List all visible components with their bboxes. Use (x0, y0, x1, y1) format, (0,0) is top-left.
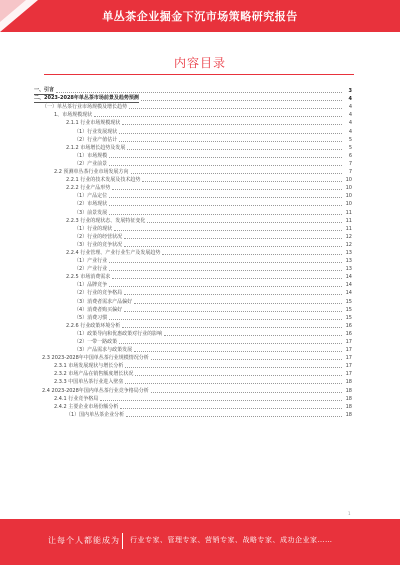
toc-entry-text: （3）前景发展 (74, 209, 108, 216)
toc-entry-text: （1）政策导向和优惠政策对行业的影响 (74, 330, 163, 337)
toc-entry-text: 2.4 2023-2028年国内单丛茶行业竞争格局分析 (42, 387, 149, 394)
toc-leader-dots (109, 262, 342, 263)
toc-entry-text: 1、市场规模现状 (54, 112, 93, 119)
toc-entry-text: （2）市场现状 (74, 201, 108, 208)
table-of-contents (34, 87, 352, 419)
toc-entry-page: 17 (345, 347, 352, 354)
toc-entry[interactable] (34, 395, 352, 403)
toc-entry-text: （2）行业的经营状况 (74, 233, 123, 240)
toc-entry-page: 14 (345, 282, 352, 289)
toc-entry[interactable] (34, 200, 352, 208)
toc-entry[interactable] (34, 95, 352, 103)
toc-entry[interactable] (34, 233, 352, 241)
toc-leader-dots (151, 392, 342, 393)
toc-entry[interactable] (34, 378, 352, 386)
toc-entry-page: 13 (345, 266, 352, 273)
toc-entry-page: 14 (345, 290, 352, 297)
toc-entry[interactable] (34, 87, 352, 95)
toc-entry-text: （3）消费者需求产品偏好 (74, 298, 133, 305)
toc-entry-page: 10 (345, 185, 352, 192)
toc-leader-dots (100, 400, 342, 401)
toc-leader-dots (109, 270, 342, 271)
toc-entry-text: 2.4.1 行业竞争格局 (54, 395, 99, 402)
toc-entry[interactable] (34, 411, 352, 419)
toc-entry-page: 7 (348, 160, 352, 167)
toc-entry-page: 12 (345, 241, 352, 248)
toc-leader-dots (109, 214, 342, 215)
toc-entry-text: （4）消费者购买偏好 (74, 306, 123, 313)
toc-entry[interactable] (34, 257, 352, 265)
toc-leader-dots (135, 375, 342, 376)
toc-leader-dots (114, 230, 342, 231)
toc-entry-page: 18 (345, 387, 352, 394)
toc-leader-dots (134, 351, 342, 352)
toc-entry-text: （2）行业的竞争格局 (74, 290, 123, 297)
toc-entry-text: 2.2.2 行业产品形势 (66, 185, 111, 192)
toc-entry[interactable] (34, 192, 352, 200)
toc-entry-text: （1）行业发展现状 (74, 128, 118, 135)
toc-entry-page: 13 (345, 258, 352, 265)
toc-entry[interactable] (34, 338, 352, 346)
toc-entry-text: （2）产业行业 (74, 266, 108, 273)
toc-leader-dots (125, 383, 342, 384)
toc-leader-dots (122, 327, 342, 328)
toc-entry[interactable] (34, 330, 352, 338)
toc-leader-dots (94, 116, 342, 117)
toc-entry[interactable] (34, 103, 352, 111)
toc-leader-dots (142, 181, 342, 182)
toc-entry-text: （1）产品定位 (74, 193, 108, 200)
toc-entry-page: 18 (345, 379, 352, 386)
toc-entry-text: 2.1.2 市场增长趋势及发展 (66, 144, 126, 151)
toc-entry-text: 2.4.2 主要企业市场份额分析 (54, 403, 119, 410)
toc-entry[interactable] (34, 160, 352, 168)
toc-entry-text: 2.2.3 行业的现状态、发展特征变化 (66, 217, 146, 224)
toc-entry-page: 5 (348, 136, 352, 143)
toc-entry[interactable] (34, 184, 352, 192)
toc-entry-page: 10 (345, 193, 352, 200)
toc-divider (44, 74, 354, 75)
toc-leader-dots (151, 359, 342, 360)
toc-entry-page: 5 (348, 144, 352, 151)
toc-entry[interactable] (34, 273, 352, 281)
toc-entry-page: 4 (348, 96, 352, 103)
toc-entry-page: 4 (348, 120, 352, 127)
footer-slogan-right: 行业专家、管理专家、营销专家、战略专家、成功企业家…… (130, 536, 333, 544)
toc-entry-text: （1）产业行业 (74, 258, 108, 265)
toc-entry-text: 2.3.2 市场产品在销售额度增长状况 (54, 371, 134, 378)
toc-entry-text: 2.2.4 行业管理、产业行业生产及发展趋势 (66, 249, 161, 256)
toc-entry-page: 17 (345, 339, 352, 345)
toc-entry[interactable] (34, 370, 352, 378)
toc-entry[interactable] (34, 225, 352, 233)
toc-entry-page: 17 (345, 363, 352, 370)
toc-entry-page: 7 (348, 169, 352, 176)
toc-entry-page: 14 (345, 274, 352, 281)
document-title: 单丛茶企业掘金下沉市场策略研究报告 (102, 10, 298, 23)
toc-entry[interactable] (34, 144, 352, 152)
toc-entry[interactable] (34, 208, 352, 216)
footer-divider (122, 533, 123, 549)
toc-entry-text: （1）国内单丛茶企业分析 (66, 411, 125, 418)
toc-entry-page: 6 (348, 152, 352, 159)
toc-entry[interactable] (34, 306, 352, 314)
toc-leader-dots (109, 286, 342, 287)
toc-leader-dots (124, 246, 342, 247)
toc-entry-page: 17 (345, 355, 352, 362)
toc-leader-dots (134, 303, 342, 304)
toc-entry-page: 11 (345, 209, 352, 216)
toc-entry-page: 17 (345, 371, 352, 378)
toc-entry[interactable] (34, 281, 352, 289)
toc-leader-dots (119, 141, 342, 142)
toc-leader-dots (125, 367, 342, 368)
toc-entry[interactable] (34, 362, 352, 370)
toc-entry-text: （一）单丛茶行业市场规模及增长趋势 (42, 104, 128, 111)
toc-leader-dots (56, 92, 342, 93)
toc-leader-dots (119, 343, 342, 344)
toc-entry[interactable] (34, 176, 352, 184)
toc-entry[interactable] (34, 386, 352, 394)
toc-entry-page: 10 (345, 177, 352, 184)
toc-entry-page: 3 (348, 88, 352, 95)
toc-entry[interactable] (34, 111, 352, 119)
toc-entry-page: 18 (345, 395, 352, 402)
toc-entry-text: （1）市场规模 (74, 152, 108, 159)
toc-entry-text: 2.3 2023-2028年中国单丛茶行业规模情况分析 (42, 355, 149, 362)
toc-entry-page: 16 (345, 322, 352, 329)
toc-entry-page: 15 (345, 306, 352, 313)
toc-entry[interactable] (34, 127, 352, 135)
toc-entry-text: （1）品牌竞争 (74, 282, 108, 289)
toc-leader-dots (127, 149, 342, 150)
toc-entry[interactable] (34, 346, 352, 354)
footer-slogan-left: 让每个人都能成为 (48, 536, 120, 545)
toc-entry-text: 2.1.1 行业市场规模现状 (66, 120, 121, 127)
toc-leader-dots (129, 108, 342, 109)
toc-entry-page: 15 (345, 298, 352, 305)
toc-entry-text: （2）一带一路政策 (74, 339, 118, 345)
toc-entry-text: （5）消费习惯 (74, 314, 108, 321)
toc-leader-dots (124, 294, 342, 295)
toc-heading: 内容目录 (173, 56, 226, 70)
toc-entry-text: 2.2 预测单丛茶行业市场发展方向 (54, 169, 129, 176)
toc-entry-text: （3）行业的竞争状况 (74, 241, 123, 248)
toc-entry-page: 10 (345, 201, 352, 208)
toc-entry-text: 2.3.3 中国单丛茶行业进入壁垒 (54, 379, 124, 386)
toc-entry-text: 一、引言 (34, 87, 55, 94)
page-number: 1 (348, 511, 351, 516)
toc-entry-page: 11 (345, 217, 352, 224)
toc-entry[interactable] (34, 289, 352, 297)
toc-entry[interactable] (34, 119, 352, 127)
toc-entry-page: 18 (345, 411, 352, 418)
toc-leader-dots (109, 157, 342, 158)
toc-leader-dots (119, 133, 342, 134)
toc-entry[interactable] (34, 322, 352, 330)
toc-entry-page: 4 (348, 112, 352, 119)
toc-leader-dots (141, 100, 342, 101)
toc-leader-dots (131, 173, 342, 174)
toc-leader-dots (147, 222, 342, 223)
toc-entry-text: （3）产品需求与政策发展 (74, 347, 133, 354)
toc-entry-page: 12 (345, 233, 352, 240)
toc-leader-dots (120, 408, 342, 409)
toc-entry-page: 13 (345, 249, 352, 256)
toc-leader-dots (109, 197, 342, 198)
toc-entry[interactable] (34, 152, 352, 160)
toc-leader-dots (109, 165, 342, 166)
toc-entry[interactable] (34, 354, 352, 362)
toc-entry[interactable] (34, 249, 352, 257)
toc-leader-dots (124, 311, 342, 312)
toc-leader-dots (122, 124, 342, 125)
toc-entry[interactable] (34, 297, 352, 305)
toc-entry[interactable] (34, 265, 352, 273)
toc-entry-text: （2）行业产值估计 (74, 136, 118, 143)
toc-entry-page: 15 (345, 314, 352, 321)
toc-leader-dots (126, 416, 342, 417)
toc-entry[interactable] (34, 241, 352, 249)
toc-entry[interactable] (34, 168, 352, 176)
toc-leader-dots (112, 278, 342, 279)
toc-entry-text: 2.2.1 行业的技术发展及技术趋势 (66, 177, 141, 184)
toc-entry[interactable] (34, 314, 352, 322)
header-bar (0, 0, 400, 32)
toc-entry-page: 4 (348, 104, 352, 111)
toc-entry[interactable] (34, 217, 352, 225)
toc-leader-dots (124, 238, 342, 239)
toc-leader-dots (112, 189, 342, 190)
toc-entry-text: 2.3.1 市场发展现状与增长分析 (54, 363, 124, 370)
toc-entry-page: 4 (348, 128, 352, 135)
toc-entry[interactable] (34, 403, 352, 411)
toc-entry-text: 2.2.5 市场消费需求 (66, 274, 111, 281)
toc-entry-text: （2）产业前景 (74, 160, 108, 167)
toc-leader-dots (164, 335, 342, 336)
toc-entry-page: 11 (345, 225, 352, 232)
toc-leader-dots (162, 254, 342, 255)
toc-entry-page: 16 (345, 330, 352, 337)
toc-leader-dots (109, 205, 342, 206)
toc-entry-text: （1）行业的现状 (74, 225, 113, 232)
toc-entry-text: 2.2.6 行业政策环境分析 (66, 322, 121, 329)
toc-entry-text: 二、2023-2028年单丛茶市场前景及趋势预测 (34, 95, 139, 102)
toc-entry[interactable] (34, 136, 352, 144)
toc-leader-dots (109, 319, 342, 320)
toc-entry-page: 18 (345, 403, 352, 410)
footer-bar (0, 519, 400, 565)
